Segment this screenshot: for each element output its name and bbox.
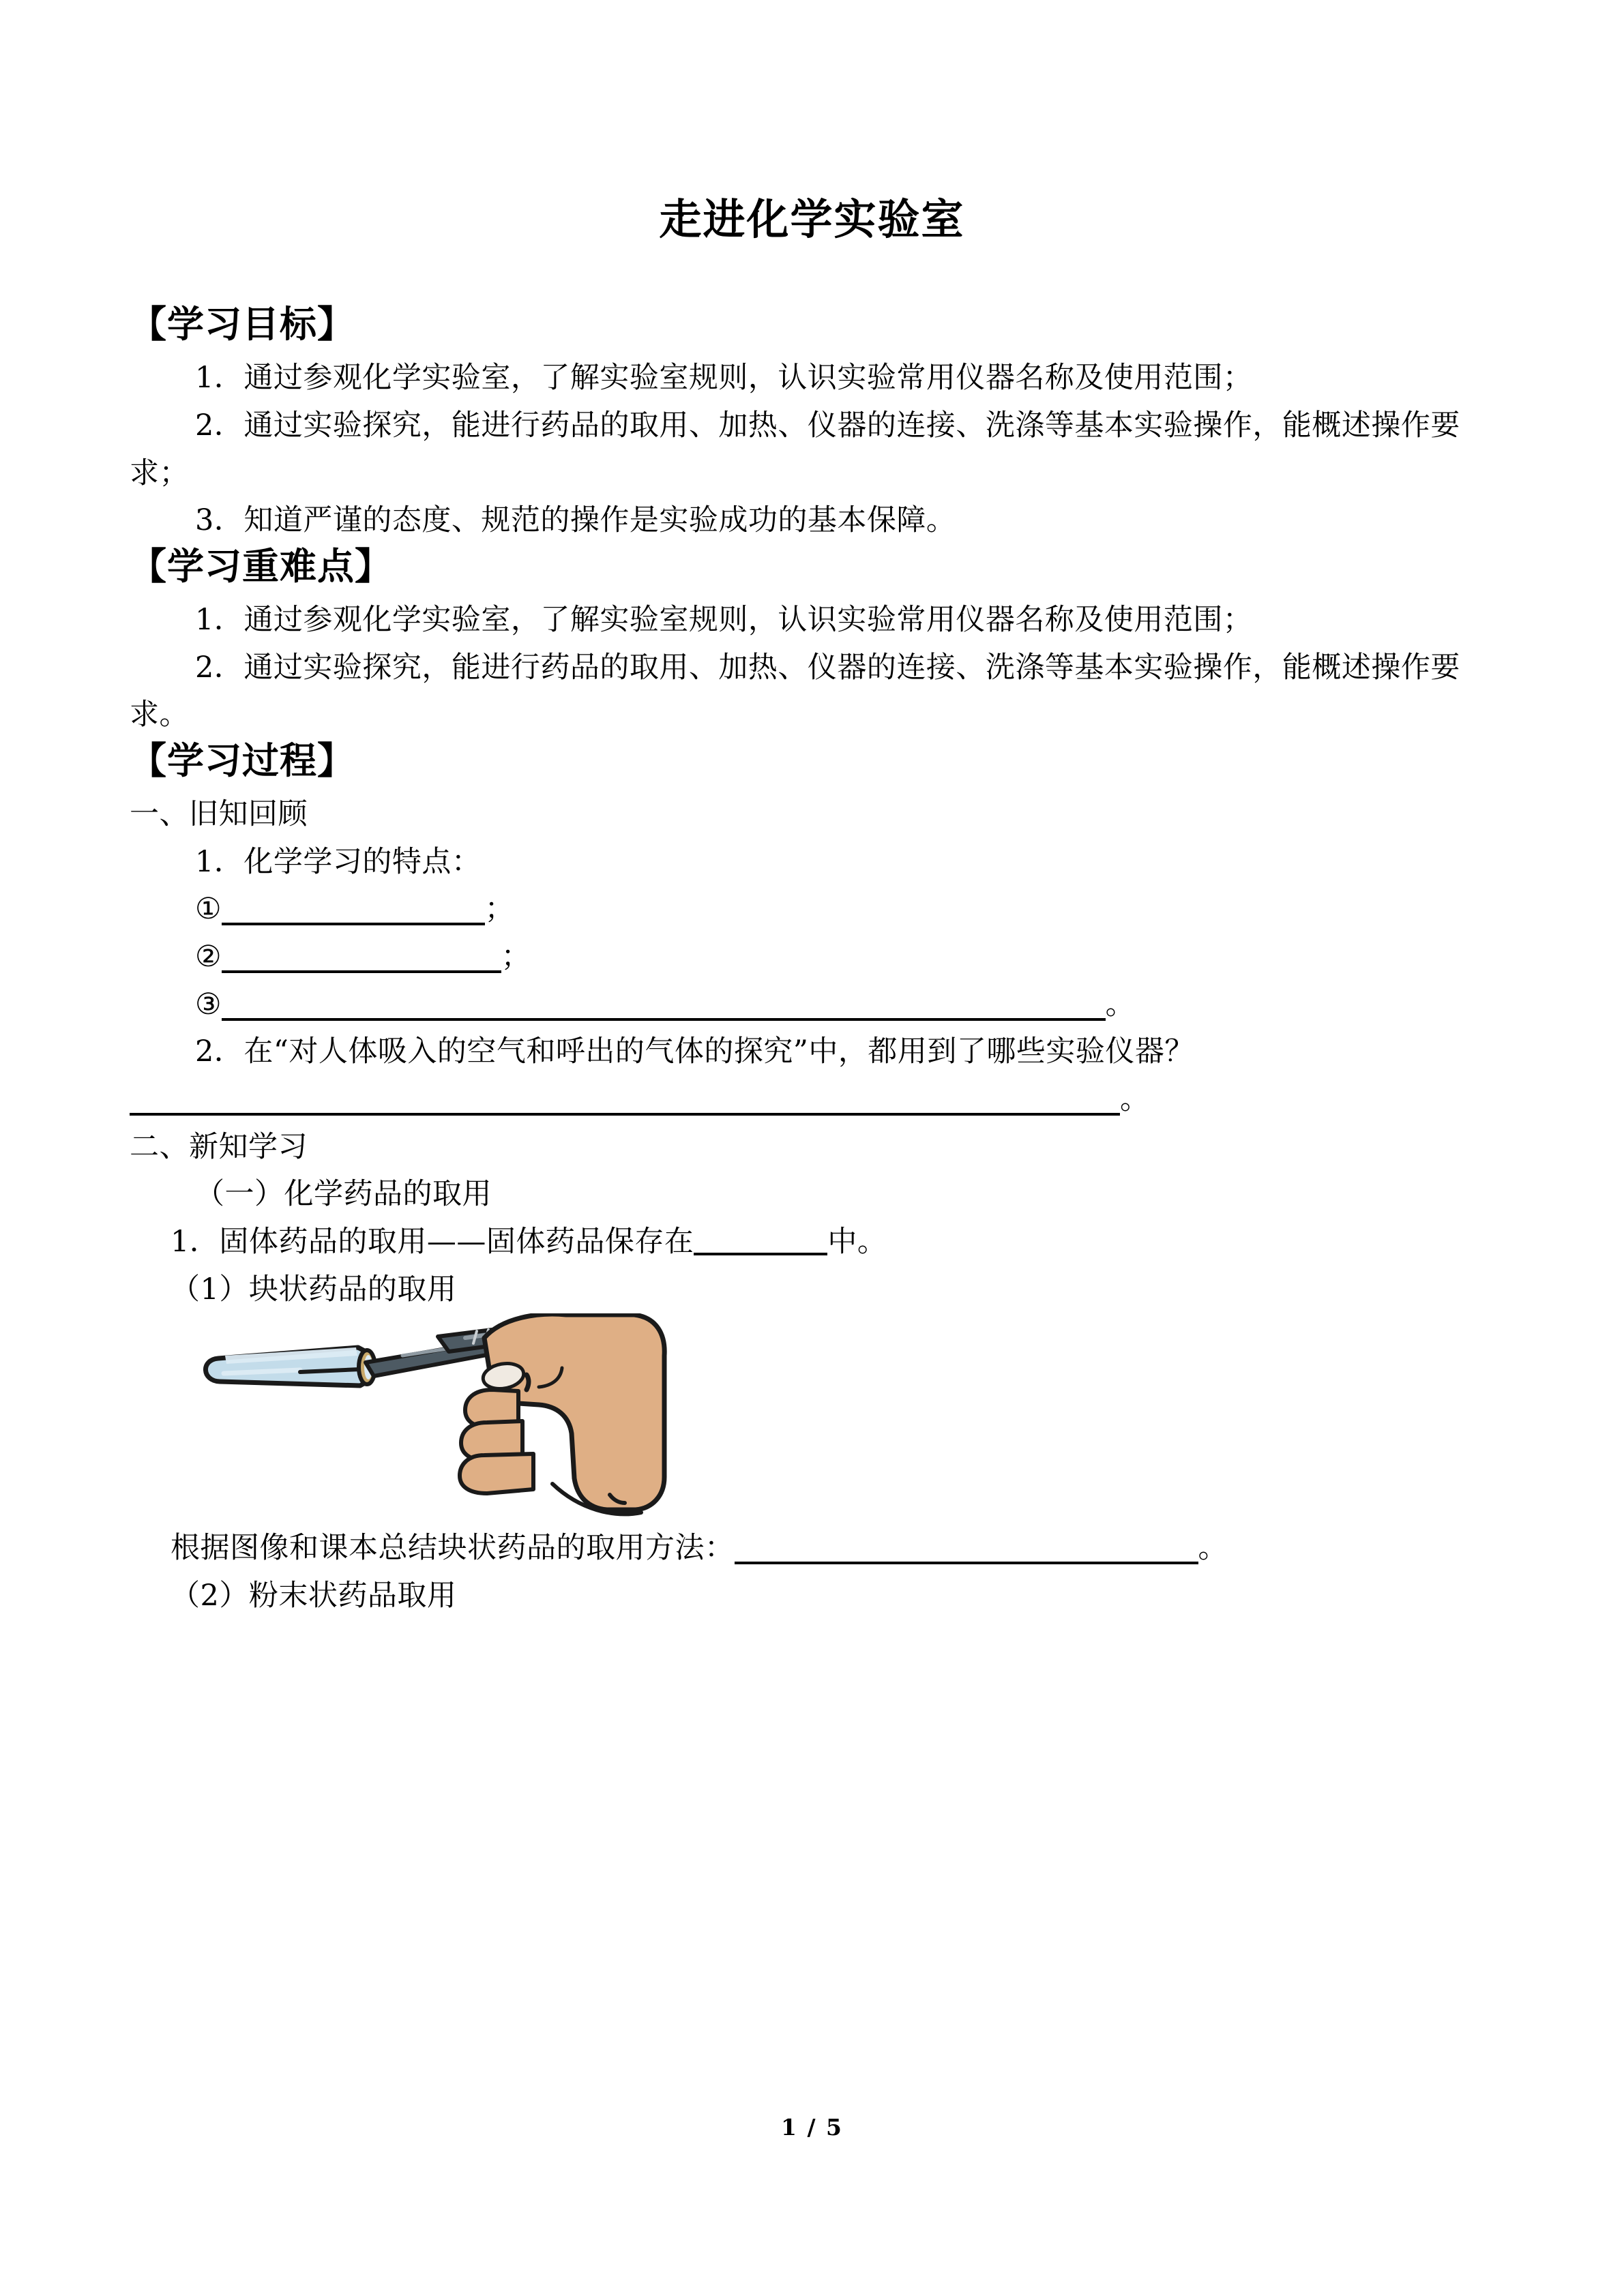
fill-in-blank-2[interactable] <box>222 947 501 973</box>
circled-marker-2: ② <box>195 940 222 974</box>
item-block-reagent-heading: （1）块状药品的取用 <box>171 1272 457 1307</box>
section-heading-objectives: 【学习目标】 <box>130 302 355 346</box>
figure-caption-line <box>171 1525 1494 1572</box>
section-heading-process: 【学习过程】 <box>130 738 355 782</box>
figure-caption-prefix: 根据图像和课本总结块状药品的取用方法： <box>171 1531 735 1566</box>
key-point-item-2: 2．通过实验探究，能进行药品的取用、加热、仪器的连接、洗涤等基本实验操作，能概述操作要求。 <box>130 650 1460 732</box>
test-tube-icon <box>205 1347 375 1386</box>
item-powder-reagent-heading: （2）粉末状药品取用 <box>171 1578 457 1613</box>
answer-2-suffix: 。 <box>1120 1082 1150 1116</box>
objective-item-2: 2．通过实验探究，能进行药品的取用、加热、仪器的连接、洗涤等基本实验操作，能概述操作要求； <box>130 408 1460 490</box>
fill-in-blank-1[interactable] <box>222 899 485 925</box>
fill-in-blank-method[interactable] <box>735 1538 1198 1564</box>
blank-1-suffix: ； <box>484 892 515 927</box>
circled-marker-3: ③ <box>195 987 222 1022</box>
question-2-answer-line <box>130 1076 1494 1124</box>
figure-caption-suffix: 。 <box>1198 1531 1228 1566</box>
question-1-blank-3 <box>195 981 1494 1029</box>
objective-item-3: 3．知道严谨的态度、规范的操作是实验成功的基本保障。 <box>195 503 956 538</box>
hand-icon <box>460 1314 664 1514</box>
circled-marker-1: ① <box>195 892 222 927</box>
item-solid-reagent-prefix: 1．固体药品的取用——固体药品保存在 <box>171 1224 694 1259</box>
fill-in-blank-answer-2[interactable] <box>130 1090 1120 1116</box>
objective-item-1: 1．通过参观化学实验室，了解实验室规则，认识实验常用仪器名称及使用范围； <box>195 361 1253 396</box>
key-point-item-1: 1．通过参观化学实验室，了解实验室规则，认识实验常用仪器名称及使用范围； <box>195 603 1253 637</box>
question-1-blank-1 <box>195 886 1494 934</box>
fill-in-blank-3[interactable] <box>222 995 1106 1021</box>
blank-2-suffix: ； <box>501 940 531 974</box>
question-2-stem: 2．在“对人体吸入的空气和呼出的气体的探究”中，都用到了哪些实验仪器？ <box>195 1034 1194 1069</box>
item-solid-reagent-suffix: 中。 <box>827 1224 887 1259</box>
blank-3-suffix: 。 <box>1105 987 1136 1022</box>
process-part-two-label: 二、新知学习 <box>130 1129 308 1164</box>
fill-in-blank-storage[interactable] <box>694 1234 827 1255</box>
section-heading-key-points: 【学习重难点】 <box>130 543 392 588</box>
question-1-blank-2 <box>195 934 1494 981</box>
question-1-stem: 1．化学学习的特点： <box>195 844 482 879</box>
process-part-one-label: 一、旧知回顾 <box>130 797 308 832</box>
item-solid-reagent-storage <box>171 1219 1494 1266</box>
subsection-chemical-handling: （一）化学药品的取用 <box>195 1177 492 1212</box>
page-title: 走进化学实验室 <box>659 194 965 244</box>
page-footer: 1 / 5 <box>781 2114 843 2141</box>
figure-tweezers-test-tube <box>198 1313 675 1525</box>
